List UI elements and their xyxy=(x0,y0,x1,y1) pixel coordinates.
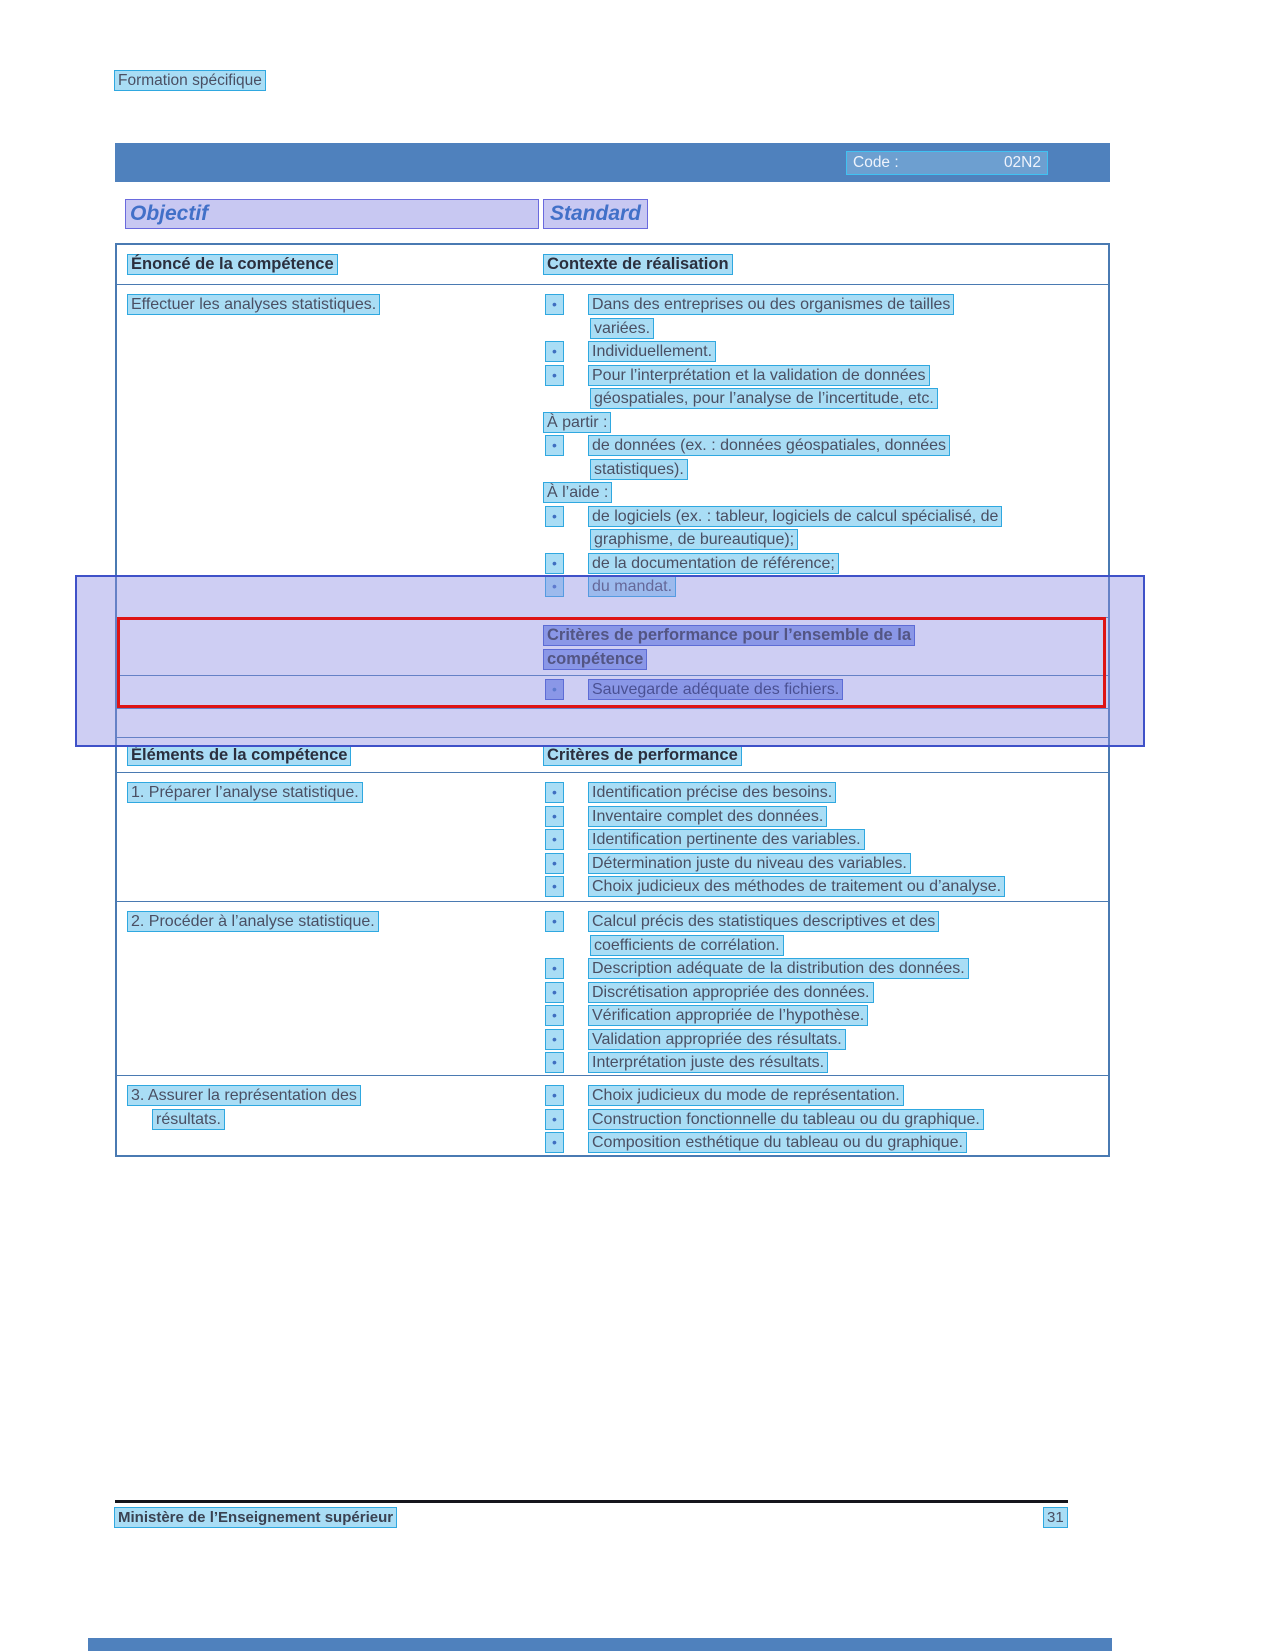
heading-objectif: Objectif xyxy=(125,199,539,229)
context-line xyxy=(543,317,1108,341)
criteria-line xyxy=(543,981,1108,1005)
context-cell xyxy=(543,293,1108,617)
table-header-row-2 xyxy=(117,737,1108,772)
criteria-line-text: Inventaire complet des données. xyxy=(588,806,827,827)
header-cell-criteres xyxy=(543,745,1108,766)
criteria-line-text: Description adéquate de la distribution des données. xyxy=(588,958,969,979)
bullet-icon: • xyxy=(545,1132,564,1153)
criteria-line xyxy=(543,1004,1108,1028)
header-banner xyxy=(115,143,1110,182)
footer-page-number-text: 31 xyxy=(1043,1507,1068,1528)
criteria-line xyxy=(543,1051,1108,1075)
context-line-text: de la documentation de référence; xyxy=(588,553,839,574)
element-row-2 xyxy=(117,901,1108,1075)
section-label xyxy=(114,70,266,91)
context-line-text: Pour l’interprétation et la validation de données xyxy=(588,365,930,386)
bottom-page-bar xyxy=(88,1638,1112,1651)
header-cell-elements xyxy=(117,745,543,766)
criteria-line xyxy=(543,828,1108,852)
footer-page-number xyxy=(1043,1507,1068,1528)
criteria-line-text: Choix judicieux du mode de représentation. xyxy=(588,1085,904,1106)
overall-criteria-title-cell xyxy=(543,624,1108,675)
context-line xyxy=(543,458,1108,482)
context-line xyxy=(543,575,1108,599)
element-label-continuation: résultats. xyxy=(152,1109,225,1130)
bullet-icon: • xyxy=(545,576,564,597)
criteria-line-text: Interprétation juste des résultats. xyxy=(588,1052,828,1073)
criteria-line xyxy=(543,1108,1108,1132)
overall-criteria-bullet-row xyxy=(117,675,1108,708)
table-header-row-1 xyxy=(117,245,1108,284)
overall-criteria-title-line2: compétence xyxy=(543,649,647,670)
heading-standard: Standard xyxy=(543,199,648,229)
context-line-text: géospatiales, pour l’analyse de l’incertitude, etc. xyxy=(590,388,938,409)
bullet-icon: • xyxy=(545,911,564,932)
element-row-1 xyxy=(117,772,1108,901)
criteria-line-text: Composition esthétique du tableau ou du graphique. xyxy=(588,1132,967,1153)
context-line-text: À l’aide : xyxy=(543,482,612,503)
competence-context-row xyxy=(117,284,1108,617)
context-line xyxy=(543,364,1108,388)
footer-rule xyxy=(115,1500,1068,1503)
bullet-icon: • xyxy=(545,553,564,574)
criteria-line-text: Validation appropriée des résultats. xyxy=(588,1029,846,1050)
section-label-text: Formation spécifique xyxy=(114,70,266,91)
criteria-line-text: Choix judicieux des méthodes de traitement ou d’analyse. xyxy=(588,876,1005,897)
bullet-icon: • xyxy=(545,679,564,700)
context-line xyxy=(543,340,1108,364)
element-criteria-cell xyxy=(543,1084,1108,1155)
empty-cell xyxy=(117,624,543,675)
bullet-icon: • xyxy=(545,1085,564,1106)
code-value: 02N2 xyxy=(1003,153,1041,171)
context-line xyxy=(543,293,1108,317)
element-criteria-cell xyxy=(543,910,1108,1075)
context-line-text: de données (ex. : données géospatiales, données xyxy=(588,435,950,456)
header-enonce-text: Énoncé de la compétence xyxy=(127,254,338,275)
criteria-line xyxy=(543,678,1108,702)
criteria-line-text: Vérification appropriée de l’hypothèse. xyxy=(588,1005,868,1026)
empty-cell xyxy=(117,678,543,708)
context-line xyxy=(543,481,1108,505)
bullet-icon: • xyxy=(545,829,564,850)
header-cell-contexte xyxy=(543,254,1108,275)
context-line-text: Dans des entreprises ou des organismes de tailles xyxy=(588,294,954,315)
overall-criteria-bullet-cell xyxy=(543,678,1108,708)
criteria-line xyxy=(543,934,1108,958)
context-line-text: À partir : xyxy=(543,412,611,433)
element-row-3 xyxy=(117,1075,1108,1155)
context-line xyxy=(543,552,1108,576)
context-line-text: de logiciels (ex. : tableur, logiciels de calcul spécialisé, de xyxy=(588,506,1002,527)
header-elements-text: Éléments de la compétence xyxy=(127,745,351,766)
bullet-icon: • xyxy=(545,982,564,1003)
element-criteria-cell xyxy=(543,781,1108,901)
criteria-line xyxy=(543,957,1108,981)
criteria-line-text: coefficients de corrélation. xyxy=(590,935,784,956)
criteria-line xyxy=(543,805,1108,829)
bullet-icon: • xyxy=(545,1005,564,1026)
criteria-line-text: Identification pertinente des variables. xyxy=(588,829,865,850)
overall-criteria-title-row xyxy=(117,617,1108,675)
criteria-line-text: Construction fonctionnelle du tableau ou du graphique. xyxy=(588,1109,984,1130)
element-label-cell xyxy=(117,910,543,1075)
bullet-icon: • xyxy=(545,341,564,362)
bullet-icon: • xyxy=(545,365,564,386)
criteria-line xyxy=(543,1084,1108,1108)
context-line xyxy=(543,411,1108,435)
bullet-icon: • xyxy=(545,435,564,456)
footer-ministry xyxy=(114,1507,397,1528)
footer-ministry-text: Ministère de l’Enseignement supérieur xyxy=(114,1507,397,1528)
header-cell-enonce xyxy=(117,254,543,275)
element-label: 1. Préparer l’analyse statistique. xyxy=(127,782,363,803)
header-contexte-text: Contexte de réalisation xyxy=(543,254,733,275)
context-line-text: graphisme, de bureautique); xyxy=(590,529,798,550)
bullet-icon: • xyxy=(545,958,564,979)
element-label: 2. Procéder à l’analyse statistique. xyxy=(127,911,379,932)
criteria-line xyxy=(543,910,1108,934)
bullet-icon: • xyxy=(545,876,564,897)
criteria-line-text: Calcul précis des statistiques descriptives et des xyxy=(588,911,939,932)
context-line-text: du mandat. xyxy=(588,576,676,597)
competence-statement-cell xyxy=(117,293,543,617)
criteria-line xyxy=(543,1131,1108,1155)
context-line-text: Individuellement. xyxy=(588,341,716,362)
bullet-icon: • xyxy=(545,782,564,803)
competence-table xyxy=(115,243,1110,1157)
criteria-line xyxy=(543,875,1108,899)
bullet-icon: • xyxy=(545,1029,564,1050)
criteria-line-text: Identification précise des besoins. xyxy=(588,782,836,803)
bullet-icon: • xyxy=(545,294,564,315)
header-criteres-text: Critères de performance xyxy=(543,745,742,766)
code-box xyxy=(846,151,1048,175)
bullet-icon: • xyxy=(545,1052,564,1073)
element-label-cell xyxy=(117,1084,543,1155)
competence-statement: Effectuer les analyses statistiques. xyxy=(127,294,380,315)
element-label-cell xyxy=(117,781,543,901)
bullet-icon: • xyxy=(545,1109,564,1130)
context-line-text: statistiques). xyxy=(590,459,688,480)
context-line xyxy=(543,505,1108,529)
element-label: 3. Assurer la représentation des xyxy=(127,1085,361,1106)
bullet-icon: • xyxy=(545,853,564,874)
context-line xyxy=(543,528,1108,552)
criteria-line xyxy=(543,1028,1108,1052)
criteria-line xyxy=(543,852,1108,876)
overall-criteria-title-line1: Critères de performance pour l’ensemble de la xyxy=(543,625,915,646)
criteria-line xyxy=(543,781,1108,805)
code-label: Code : xyxy=(853,153,899,171)
bullet-icon: • xyxy=(545,506,564,527)
context-line xyxy=(543,434,1108,458)
criteria-line-text: Discrétisation appropriée des données. xyxy=(588,982,874,1003)
table-spacer-row xyxy=(117,708,1108,737)
criteria-line-text: Détermination juste du niveau des variables. xyxy=(588,853,911,874)
overall-criteria-bullet-text: Sauvegarde adéquate des fichiers. xyxy=(588,679,843,700)
bullet-icon: • xyxy=(545,806,564,827)
context-line-text: variées. xyxy=(590,318,654,339)
context-line xyxy=(543,387,1108,411)
